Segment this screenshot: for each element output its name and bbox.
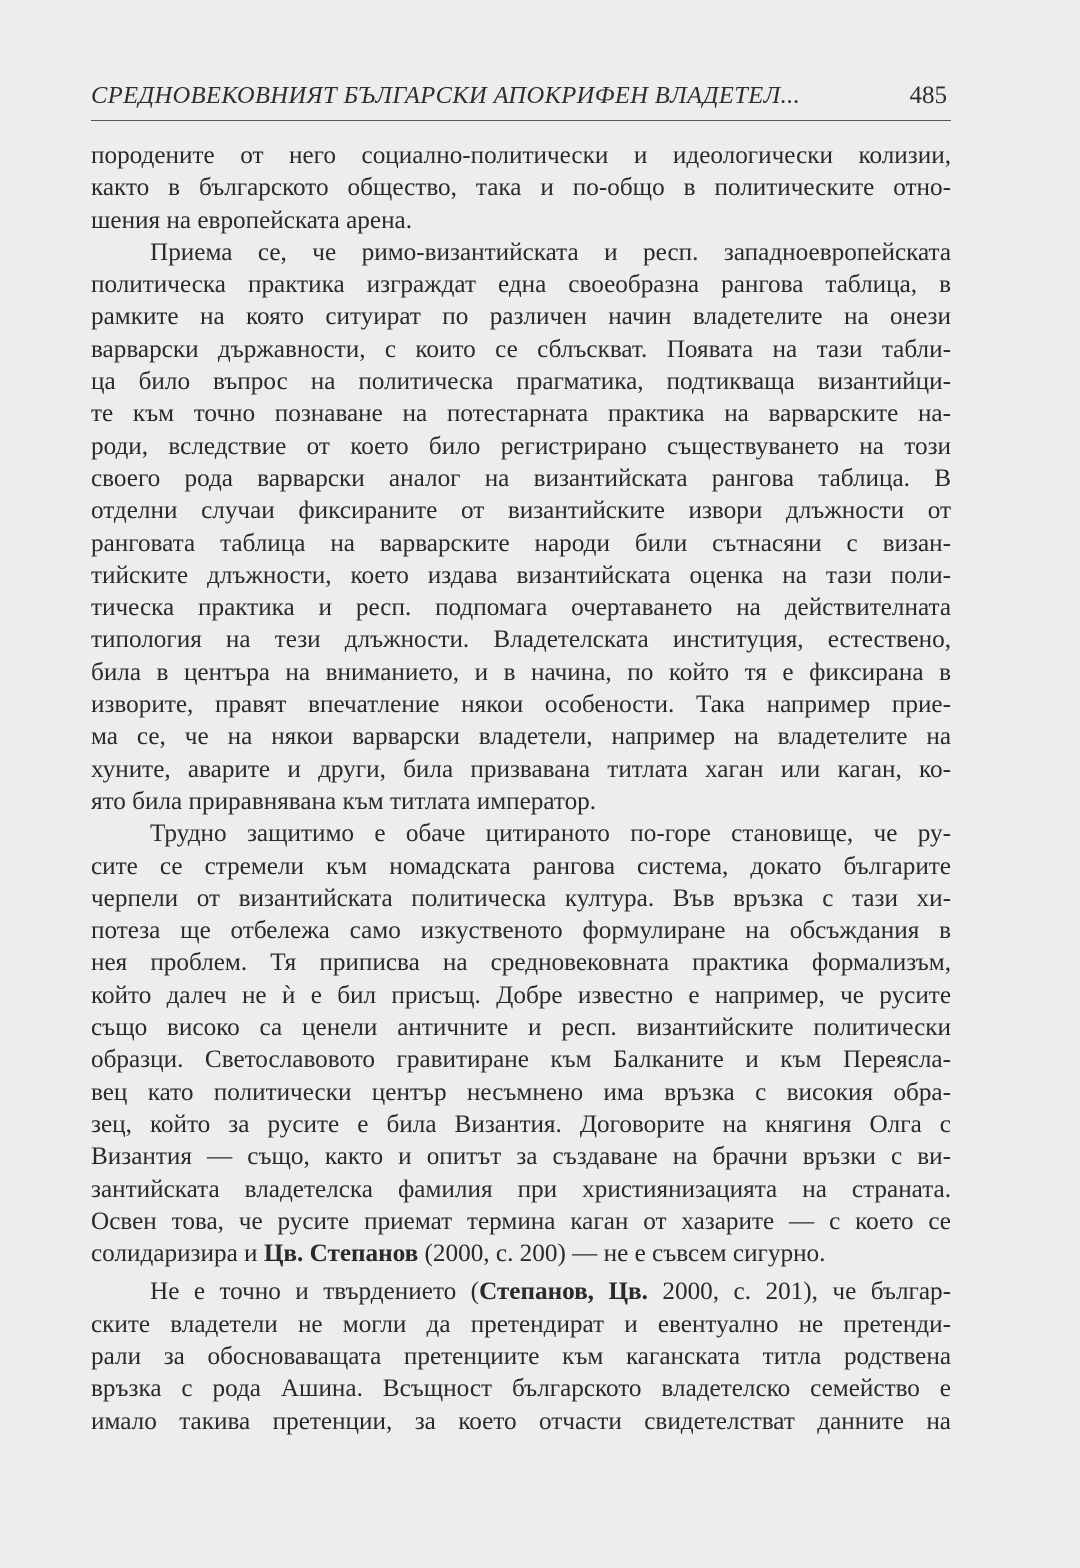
text-line: [91, 1238, 951, 1270]
text-line: образци. Светославовото гравитиране към Балканите и към Переясла-: [91, 1046, 951, 1074]
text-line: нея проблем. Тя приписва на средновековната практика формализъм,: [91, 949, 951, 977]
text-line: Освен това, че русите приемат термина каган от хазарите — с което се: [91, 1207, 951, 1235]
text-line: Приема се, че римо-византийската и респ. западноевропейската: [150, 238, 951, 266]
body-text: [91, 140, 951, 1438]
paragraph-2: [91, 237, 951, 818]
text-line: също високо са ценели античните и респ. византийските политически: [91, 1014, 951, 1042]
text-line: [91, 1276, 951, 1308]
citation-text: 2000, с. 201), че българ-: [647, 1278, 952, 1306]
text-line: ските владетели не могли да претендират и евентуално не претенди-: [91, 1310, 951, 1338]
text-line: имало такива претенции, за което отчасти свидетелстват данните на: [91, 1407, 951, 1435]
text-line: ца било въпрос на политическа прагматика, подтикваща византийци-: [91, 368, 951, 396]
text-line: породените от него социално-политически и идеологически колизии,: [91, 142, 951, 169]
cited-author: Цв. Степанов: [263, 1240, 419, 1268]
text-line: тийските длъжности, което издава византийската оценка на тази поли-: [91, 561, 951, 589]
citation-text: (2000, с. 200) — не е съвсем сигурно.: [418, 1240, 826, 1268]
text-line: връзка с рода Ашина. Всъщност българското владетелско семейство е: [91, 1375, 951, 1403]
text-line: шения на европейската арена.: [91, 206, 413, 234]
text-line: потеза ще отбележа само изкуственото формулиране на обсъждания в: [91, 917, 951, 945]
text-line: политическа практика изграждат една своеобразна рангова таблица, в: [91, 271, 951, 299]
text-line: сите се стремели към номадската рангова система, докато българите: [91, 852, 951, 880]
text-line: както в българското общество, така и по-общо в политическите отно-: [91, 174, 951, 202]
text-line: рамките на която ситуират по различен начин владетелите на онези: [91, 303, 951, 331]
running-head: [91, 78, 951, 118]
paragraph-3: [91, 818, 951, 1270]
text-line: Трудно защитимо е обаче цитираното по-горе становище, че ру-: [150, 820, 951, 848]
text-line: черпели от византийската политическа култура. Във връзка с тази хи-: [91, 884, 951, 912]
text-line: варварски държавности, с които се сблъскват. Появата на тази табли-: [91, 335, 951, 363]
text-line: рали за обосноваващата претенциите към каганската титла родствена: [91, 1342, 951, 1370]
running-title: СРЕДНОВЕКОВНИЯТ БЪЛГАРСКИ АПОКРИФЕН ВЛАДЕТЕЛ...: [91, 82, 801, 109]
text-line: вец като политически център несъмнено има връзка с високия обра-: [91, 1078, 951, 1106]
text-line: който далеч не ѝ е бил присъщ. Добре известно е например, че русите: [91, 981, 951, 1009]
text-line: била в центъра на вниманието, и в начина, по който тя е фиксирана в: [91, 658, 951, 686]
text-line: роди, вследствие от което било регистрирано съществуването на този: [91, 432, 951, 460]
citation-text: Не е точно и твърдението (: [150, 1278, 480, 1306]
text-line: изворите, правят впечатление някои особености. Така например прие-: [91, 691, 951, 719]
paragraph-4: [91, 1276, 951, 1437]
citation-text: солидаризира и: [91, 1240, 264, 1268]
text-line: те към точно познаване на потестарната практика на варварските на-: [91, 400, 951, 428]
text-line: хуните, аварите и други, била призвавана титлата хаган или каган, ко-: [91, 755, 951, 783]
text-line: зантийската владетелска фамилия при християнизацията на страната.: [91, 1175, 951, 1203]
text-line: своего рода варварски аналог на византийската рангова таблица. В: [91, 464, 951, 492]
text-line: ято била приравнявана към титлата император.: [91, 787, 597, 815]
text-line: ранговата таблица на варварските народи били сътнасяни с визан-: [91, 529, 951, 557]
text-line: Византия — също, както и опитът за създаване на брачни връзки с ви-: [91, 1143, 951, 1171]
page-number: 485: [909, 82, 947, 109]
paragraph-1: [91, 140, 951, 237]
text-line: зец, който за русите е била Византия. Договорите на княгиня Олга с: [91, 1110, 951, 1138]
text-line: типология на тези длъжности. Владетелската институция, естествено,: [91, 626, 951, 654]
text-line: отделни случаи фиксираните от византийските извори длъжности от: [91, 497, 951, 525]
cited-author: Степанов, Цв.: [479, 1278, 648, 1306]
text-line: тическа практика и респ. подпомага очертаването на действителната: [91, 594, 951, 622]
text-line: ма се, че на някои варварски владетели, например на владетелите на: [91, 723, 951, 751]
header-rule: [91, 120, 951, 121]
